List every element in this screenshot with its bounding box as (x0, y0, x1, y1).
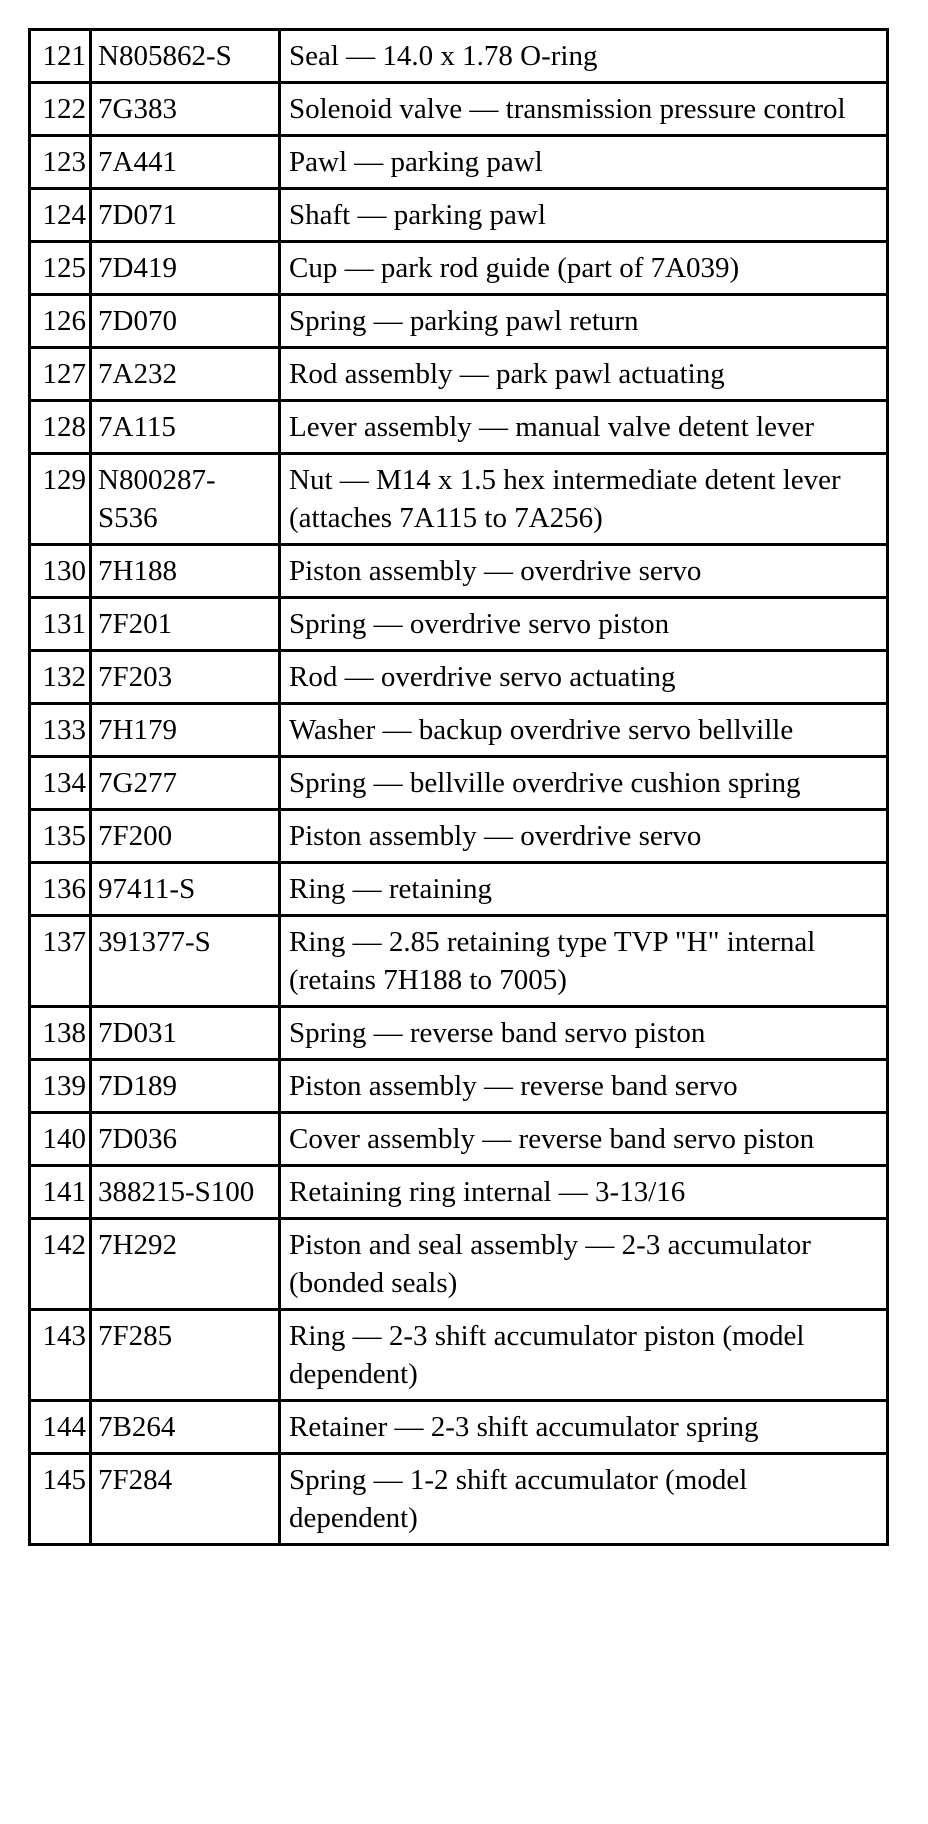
part-number-cell: 7D070 (91, 295, 280, 348)
part-number-cell: 7F201 (91, 598, 280, 651)
table-row (30, 1113, 888, 1166)
item-number-cell: 133 (30, 704, 91, 757)
item-number-cell: 138 (30, 1007, 91, 1060)
item-number-cell: 141 (30, 1166, 91, 1219)
item-number-cell: 126 (30, 295, 91, 348)
description-cell: Spring — 1-2 shift accumulator (model dependent) (280, 1454, 888, 1545)
item-number-cell: 142 (30, 1219, 91, 1310)
description-cell: Rod — overdrive servo actuating (280, 651, 888, 704)
item-number-cell: 123 (30, 136, 91, 189)
item-number-cell: 135 (30, 810, 91, 863)
description-cell: Spring — reverse band servo piston (280, 1007, 888, 1060)
table-row (30, 1219, 888, 1310)
item-number-cell: 130 (30, 545, 91, 598)
part-number-cell: 7F203 (91, 651, 280, 704)
table-row (30, 1401, 888, 1454)
item-number-cell: 129 (30, 454, 91, 545)
item-number-cell: 144 (30, 1401, 91, 1454)
description-cell: Ring — 2.85 retaining type TVP "H" internal (retains 7H188 to 7005) (280, 916, 888, 1007)
parts-table-body (30, 30, 888, 1545)
table-row (30, 454, 888, 545)
table-row (30, 1310, 888, 1401)
item-number-cell: 136 (30, 863, 91, 916)
description-cell: Solenoid valve — transmission pressure control (280, 83, 888, 136)
table-row (30, 545, 888, 598)
description-cell: Spring — overdrive servo piston (280, 598, 888, 651)
description-cell: Cover assembly — reverse band servo piston (280, 1113, 888, 1166)
table-row (30, 1060, 888, 1113)
table-row (30, 136, 888, 189)
table-row (30, 1007, 888, 1060)
item-number-cell: 140 (30, 1113, 91, 1166)
item-number-cell: 143 (30, 1310, 91, 1401)
description-cell: Cup — park rod guide (part of 7A039) (280, 242, 888, 295)
parts-table (28, 28, 889, 1546)
item-number-cell: 131 (30, 598, 91, 651)
table-row (30, 401, 888, 454)
item-number-cell: 139 (30, 1060, 91, 1113)
table-row (30, 810, 888, 863)
table-row (30, 757, 888, 810)
description-cell: Spring — parking pawl return (280, 295, 888, 348)
part-number-cell: 97411-S (91, 863, 280, 916)
part-number-cell: 7A115 (91, 401, 280, 454)
part-number-cell: 7B264 (91, 1401, 280, 1454)
description-cell: Ring — 2-3 shift accumulator piston (model dependent) (280, 1310, 888, 1401)
description-cell: Retaining ring internal — 3-13/16 (280, 1166, 888, 1219)
table-row (30, 83, 888, 136)
item-number-cell: 145 (30, 1454, 91, 1545)
table-row (30, 189, 888, 242)
part-number-cell: 7F284 (91, 1454, 280, 1545)
table-row (30, 916, 888, 1007)
item-number-cell: 124 (30, 189, 91, 242)
item-number-cell: 125 (30, 242, 91, 295)
table-row (30, 348, 888, 401)
part-number-cell: N800287-S536 (91, 454, 280, 545)
description-cell: Lever assembly — manual valve detent lever (280, 401, 888, 454)
description-cell: Piston assembly — overdrive servo (280, 810, 888, 863)
table-row (30, 242, 888, 295)
part-number-cell: 7F200 (91, 810, 280, 863)
part-number-cell: 7D419 (91, 242, 280, 295)
part-number-cell: 7A441 (91, 136, 280, 189)
description-cell: Spring — bellville overdrive cushion spring (280, 757, 888, 810)
table-row (30, 30, 888, 83)
description-cell: Piston assembly — reverse band servo (280, 1060, 888, 1113)
part-number-cell: 7D036 (91, 1113, 280, 1166)
description-cell: Washer — backup overdrive servo bellville (280, 704, 888, 757)
description-cell: Pawl — parking pawl (280, 136, 888, 189)
table-row (30, 651, 888, 704)
part-number-cell: 7A232 (91, 348, 280, 401)
description-cell: Nut — M14 x 1.5 hex intermediate detent lever (attaches 7A115 to 7A256) (280, 454, 888, 545)
description-cell: Seal — 14.0 x 1.78 O-ring (280, 30, 888, 83)
table-row (30, 598, 888, 651)
item-number-cell: 134 (30, 757, 91, 810)
description-cell: Piston and seal assembly — 2-3 accumulator (bonded seals) (280, 1219, 888, 1310)
item-number-cell: 121 (30, 30, 91, 83)
part-number-cell: 7H179 (91, 704, 280, 757)
part-number-cell: N805862-S (91, 30, 280, 83)
item-number-cell: 132 (30, 651, 91, 704)
part-number-cell: 7D189 (91, 1060, 280, 1113)
part-number-cell: 7G277 (91, 757, 280, 810)
part-number-cell: 7D031 (91, 1007, 280, 1060)
part-number-cell: 391377-S (91, 916, 280, 1007)
item-number-cell: 122 (30, 83, 91, 136)
item-number-cell: 137 (30, 916, 91, 1007)
part-number-cell: 7F285 (91, 1310, 280, 1401)
table-row (30, 863, 888, 916)
table-row (30, 295, 888, 348)
description-cell: Ring — retaining (280, 863, 888, 916)
table-row (30, 1454, 888, 1545)
table-row (30, 704, 888, 757)
part-number-cell: 7D071 (91, 189, 280, 242)
part-number-cell: 7G383 (91, 83, 280, 136)
item-number-cell: 128 (30, 401, 91, 454)
description-cell: Shaft — parking pawl (280, 189, 888, 242)
description-cell: Piston assembly — overdrive servo (280, 545, 888, 598)
part-number-cell: 7H292 (91, 1219, 280, 1310)
item-number-cell: 127 (30, 348, 91, 401)
description-cell: Retainer — 2-3 shift accumulator spring (280, 1401, 888, 1454)
part-number-cell: 7H188 (91, 545, 280, 598)
table-row (30, 1166, 888, 1219)
description-cell: Rod assembly — park pawl actuating (280, 348, 888, 401)
part-number-cell: 388215-S100 (91, 1166, 280, 1219)
